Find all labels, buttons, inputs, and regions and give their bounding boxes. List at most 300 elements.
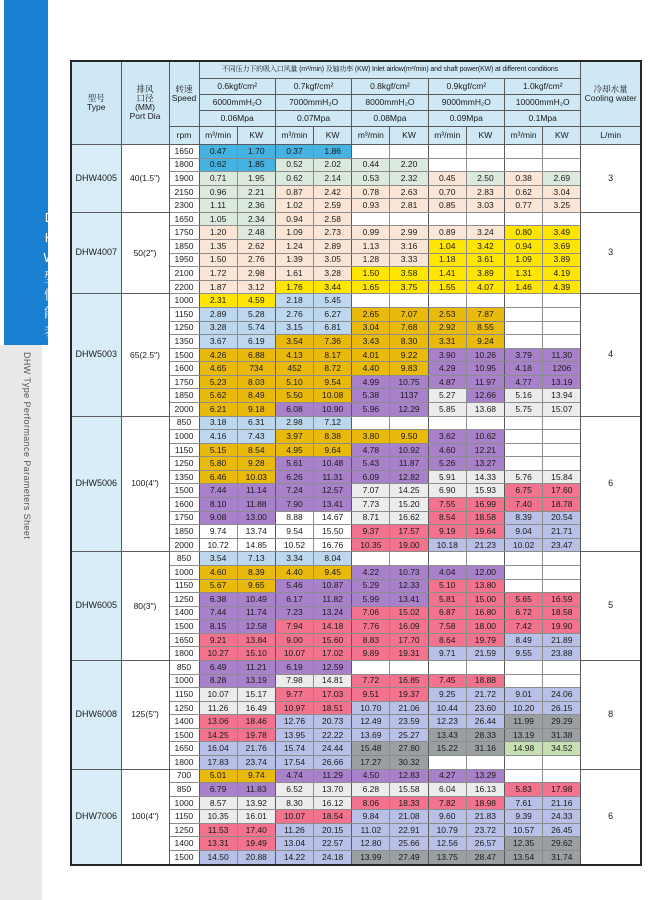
power-value: 14.33 (466, 470, 504, 484)
airflow-value: 4.16 (199, 430, 237, 444)
power-value (543, 769, 581, 783)
airflow-value: 8.06 (352, 796, 390, 810)
power-value: 12.58 (237, 620, 275, 634)
power-value: 13.41 (314, 498, 352, 512)
airflow-value: 1.13 (352, 240, 390, 254)
airflow-value: 7.58 (428, 620, 466, 634)
airflow-value: 5.85 (428, 402, 466, 416)
airflow-value: 1.24 (275, 240, 313, 254)
airflow-value: 1.18 (428, 253, 466, 267)
airflow-value: 0.47 (199, 145, 237, 159)
airflow-value: 13.69 (352, 728, 390, 742)
rpm-value: 2100 (169, 267, 199, 281)
airflow-value (505, 416, 543, 430)
airflow-value: 4.01 (352, 348, 390, 362)
airflow-value: 9.00 (275, 633, 313, 647)
airflow-value: 1.72 (199, 267, 237, 281)
airflow-value: 9.21 (199, 633, 237, 647)
power-value: 9.54 (314, 375, 352, 389)
power-value: 2.58 (314, 212, 352, 226)
airflow-value: 0.45 (428, 172, 466, 186)
airflow-value: 9.37 (352, 525, 390, 539)
power-value: 11.97 (466, 375, 504, 389)
power-value: 26.57 (466, 837, 504, 851)
airflow-value: 1.31 (505, 267, 543, 281)
power-value: 13.94 (543, 389, 581, 403)
airflow-value: 9.04 (505, 525, 543, 539)
airflow-value: 7.07 (352, 484, 390, 498)
airflow-value: 6.19 (275, 660, 313, 674)
airflow-value: 9.39 (505, 810, 543, 824)
airflow-value: 13.19 (505, 728, 543, 742)
airflow-value: 5.26 (428, 457, 466, 471)
power-value: 12.29 (390, 402, 428, 416)
power-value: 20.73 (314, 715, 352, 729)
power-value (466, 552, 504, 566)
airflow-value: 1.61 (275, 267, 313, 281)
rpm-value: 1650 (169, 145, 199, 159)
airflow-value: 13.75 (428, 851, 466, 865)
airflow-value: 9.08 (199, 511, 237, 525)
rpm-value: 1150 (169, 810, 199, 824)
power-value: 2.21 (237, 185, 275, 199)
airflow-value: 4.65 (199, 362, 237, 376)
airflow-value: 1.09 (275, 226, 313, 240)
airflow-value: 7.44 (199, 484, 237, 498)
rpm-value: 2200 (169, 280, 199, 294)
airflow-value: 7.82 (428, 796, 466, 810)
power-value: 21.89 (543, 633, 581, 647)
power-value: 20.15 (314, 823, 352, 837)
rpm-value: 1000 (169, 796, 199, 810)
power-value: 3.24 (466, 226, 504, 240)
power-value: 2.73 (314, 226, 352, 240)
power-value (390, 660, 428, 674)
power-value: 24.33 (543, 810, 581, 824)
airflow-value (352, 145, 390, 159)
power-value: 2.76 (237, 253, 275, 267)
power-value: 13.68 (466, 402, 504, 416)
airflow-value: 7.42 (505, 620, 543, 634)
airflow-value: 2.31 (199, 294, 237, 308)
port-dia: 100(4") (121, 416, 169, 552)
power-value: 15.17 (237, 688, 275, 702)
airflow-value: 6.08 (275, 402, 313, 416)
airflow-value: 0.62 (199, 158, 237, 172)
rpm-value: 2300 (169, 199, 199, 213)
power-value: 10.92 (390, 443, 428, 457)
power-value: 16.01 (237, 810, 275, 824)
power-value: 11.29 (314, 769, 352, 783)
rpm-value: 1000 (169, 674, 199, 688)
airflow-value: 14.98 (505, 742, 543, 756)
power-value: 14.67 (314, 511, 352, 525)
cooling-water-value: 6 (581, 769, 641, 865)
power-value: 12.33 (390, 579, 428, 593)
airflow-value: 16.04 (199, 742, 237, 756)
airflow-value: 5.81 (428, 593, 466, 607)
power-value: 16.62 (390, 511, 428, 525)
airflow-value: 15.74 (275, 742, 313, 756)
airflow-value: 5.01 (199, 769, 237, 783)
airflow-value: 0.85 (428, 199, 466, 213)
airflow-value: 4.74 (275, 769, 313, 783)
power-value: 18.54 (314, 810, 352, 824)
table-row (71, 660, 641, 674)
port-dia: 50(2") (121, 212, 169, 293)
rpm-value: 1850 (169, 240, 199, 254)
power-value: 12.57 (314, 484, 352, 498)
power-value: 17.60 (543, 484, 581, 498)
airflow-value (505, 660, 543, 674)
power-value: 4.07 (466, 280, 504, 294)
power-value: 30.32 (390, 756, 428, 770)
rpm-value: 850 (169, 552, 199, 566)
pressure-mpa-row: 0.06Mpa 0.07Mpa 0.08Mpa 0.09Mpa 0.1Mpa (71, 111, 641, 127)
rpm-value: 1350 (169, 335, 199, 349)
power-value: 15.84 (543, 470, 581, 484)
power-value (390, 294, 428, 308)
power-value: 17.57 (390, 525, 428, 539)
airflow-value: 1.50 (352, 267, 390, 281)
airflow-value: 6.49 (199, 660, 237, 674)
airflow-value: 0.96 (199, 185, 237, 199)
power-value: 3.58 (390, 267, 428, 281)
power-value: 1206 (543, 362, 581, 376)
airflow-value: 2.98 (275, 416, 313, 430)
airflow-value: 7.90 (275, 498, 313, 512)
power-value: 11.87 (390, 457, 428, 471)
power-value: 21.71 (543, 525, 581, 539)
airflow-value: 3.31 (428, 335, 466, 349)
rpm-value: 1600 (169, 498, 199, 512)
power-value: 20.54 (543, 511, 581, 525)
power-value: 8.17 (314, 348, 352, 362)
power-value: 16.13 (466, 783, 504, 797)
power-value: 26.66 (314, 756, 352, 770)
rpm-value: 2000 (169, 402, 199, 416)
airflow-value: 5.38 (352, 389, 390, 403)
rpm-value: 1250 (169, 321, 199, 335)
airflow-value: 5.46 (275, 579, 313, 593)
power-value: 6.19 (237, 335, 275, 349)
power-value (543, 307, 581, 321)
airflow-value: 1.35 (199, 240, 237, 254)
power-value: 3.16 (390, 240, 428, 254)
airflow-value: 8.15 (199, 620, 237, 634)
airflow-value: 6.90 (428, 484, 466, 498)
power-value: 2.98 (237, 267, 275, 281)
power-value: 2.34 (237, 212, 275, 226)
power-value: 16.09 (390, 620, 428, 634)
power-value: 22.57 (314, 837, 352, 851)
power-value: 16.76 (314, 538, 352, 552)
model-name: DHW5006 (71, 416, 121, 552)
power-value: 2.32 (390, 172, 428, 186)
airflow-value: 3.62 (428, 430, 466, 444)
airflow-value: 1.02 (275, 199, 313, 213)
power-value: 15.10 (237, 647, 275, 661)
power-value: 28.33 (466, 728, 504, 742)
port-dia: 65(2.5") (121, 294, 169, 416)
power-value: 15.07 (543, 402, 581, 416)
airflow-value: 10.07 (199, 688, 237, 702)
airflow-value: 4.60 (428, 443, 466, 457)
model-name: DHW4007 (71, 212, 121, 293)
airflow-value: 3.43 (352, 335, 390, 349)
power-value: 12.82 (390, 470, 428, 484)
rpm-value: 1750 (169, 226, 199, 240)
power-value: 16.99 (466, 498, 504, 512)
power-value: 3.03 (466, 199, 504, 213)
power-value: 13.19 (237, 674, 275, 688)
power-value: 19.31 (390, 647, 428, 661)
power-value: 12.66 (466, 389, 504, 403)
airflow-value: 0.52 (275, 158, 313, 172)
power-value: 11.83 (237, 783, 275, 797)
power-value: 8.39 (237, 565, 275, 579)
power-value: 6.27 (314, 307, 352, 321)
table-row (71, 769, 641, 783)
rpm-value: 1400 (169, 837, 199, 851)
power-value: 9.65 (237, 579, 275, 593)
power-value: 9.83 (390, 362, 428, 376)
power-value (543, 443, 581, 457)
airflow-value: 5.50 (275, 389, 313, 403)
airflow-value: 13.06 (199, 715, 237, 729)
airflow-value (352, 660, 390, 674)
airflow-value: 7.23 (275, 606, 313, 620)
rpm-value: 1850 (169, 525, 199, 539)
power-value: 21.59 (466, 647, 504, 661)
power-value: 14.18 (314, 620, 352, 634)
airflow-value: 6.52 (275, 783, 313, 797)
airflow-value: 13.04 (275, 837, 313, 851)
airflow-value: 4.99 (352, 375, 390, 389)
power-value: 18.58 (543, 606, 581, 620)
model-name: DHW4005 (71, 145, 121, 213)
airflow-value (428, 212, 466, 226)
airflow-value: 5.75 (505, 402, 543, 416)
airflow-value: 14.22 (275, 851, 313, 865)
power-value: 13.74 (237, 525, 275, 539)
airflow-value (505, 158, 543, 172)
airflow-value: 1.04 (428, 240, 466, 254)
airflow-value: 4.13 (275, 348, 313, 362)
rpm-value: 1250 (169, 593, 199, 607)
airflow-value (352, 552, 390, 566)
power-value: 8.72 (314, 362, 352, 376)
rpm-value: 1600 (169, 362, 199, 376)
airflow-value: 10.35 (352, 538, 390, 552)
airflow-value: 14.25 (199, 728, 237, 742)
airflow-value: 7.73 (352, 498, 390, 512)
power-value: 2.02 (314, 158, 352, 172)
airflow-value (428, 294, 466, 308)
power-value (390, 552, 428, 566)
col-header-model (71, 61, 121, 145)
rpm-value: 1800 (169, 647, 199, 661)
airflow-value: 0.70 (428, 185, 466, 199)
power-value: 2.59 (314, 199, 352, 213)
airflow-value: 12.49 (352, 715, 390, 729)
airflow-value (428, 145, 466, 159)
power-value (466, 212, 504, 226)
airflow-value: 0.62 (505, 185, 543, 199)
power-value: 2.20 (390, 158, 428, 172)
power-value: 13.92 (237, 796, 275, 810)
power-value: 3.75 (390, 280, 428, 294)
power-value: 27.80 (390, 742, 428, 756)
power-value: 3.33 (390, 253, 428, 267)
power-value (543, 430, 581, 444)
airflow-value: 9.55 (505, 647, 543, 661)
power-value (543, 321, 581, 335)
rpm-value: 1500 (169, 348, 199, 362)
power-value: 3.28 (314, 267, 352, 281)
airflow-value: 13.95 (275, 728, 313, 742)
airflow-value: 0.77 (505, 199, 543, 213)
power-value: 3.69 (543, 240, 581, 254)
power-value: 23.60 (466, 701, 504, 715)
airflow-value: 7.98 (275, 674, 313, 688)
airflow-value: 1.65 (352, 280, 390, 294)
power-value: 20.88 (237, 851, 275, 865)
rpm-value: 1000 (169, 430, 199, 444)
model-name: DHW6008 (71, 660, 121, 769)
airflow-value: 4.60 (199, 565, 237, 579)
rpm-value: 850 (169, 416, 199, 430)
cooling-water-value: 3 (581, 145, 641, 213)
power-value (466, 145, 504, 159)
rpm-value: 1750 (169, 511, 199, 525)
power-value: 4.59 (237, 294, 275, 308)
power-value: 13.29 (466, 769, 504, 783)
power-value: 13.70 (314, 783, 352, 797)
airflow-value: 4.77 (505, 375, 543, 389)
airflow-value: 3.90 (428, 348, 466, 362)
power-value: 23.47 (543, 538, 581, 552)
power-value: 8.54 (237, 443, 275, 457)
power-value: 8.55 (466, 321, 504, 335)
power-value: 4.39 (543, 280, 581, 294)
table-row (71, 145, 641, 159)
model-name: DHW5003 (71, 294, 121, 416)
airflow-value: 0.87 (275, 185, 313, 199)
airflow-value (505, 145, 543, 159)
power-value: 13.27 (466, 457, 504, 471)
airflow-value: 8.30 (275, 796, 313, 810)
airflow-value: 3.34 (275, 552, 313, 566)
airflow-value: 9.77 (275, 688, 313, 702)
airflow-value: 4.40 (275, 565, 313, 579)
power-value: 26.44 (466, 715, 504, 729)
power-value: 2.69 (543, 172, 581, 186)
airflow-value: 6.87 (428, 606, 466, 620)
power-value: 10.75 (390, 375, 428, 389)
airflow-value: 4.95 (275, 443, 313, 457)
airflow-value: 5.10 (428, 579, 466, 593)
airflow-value: 6.17 (275, 593, 313, 607)
airflow-value: 0.53 (352, 172, 390, 186)
airflow-value: 5.61 (275, 457, 313, 471)
airflow-value (505, 579, 543, 593)
power-value: 17.98 (543, 783, 581, 797)
power-value: 18.33 (390, 796, 428, 810)
power-value: 18.58 (466, 511, 504, 525)
power-value: 10.03 (237, 470, 275, 484)
power-value: 19.90 (543, 620, 581, 634)
power-value: 2.62 (237, 240, 275, 254)
airflow-value: 6.04 (428, 783, 466, 797)
airflow-value: 0.89 (428, 226, 466, 240)
airflow-value (505, 565, 543, 579)
power-value: 2.83 (466, 185, 504, 199)
rpm-value: 1500 (169, 484, 199, 498)
airflow-value: 5.10 (275, 375, 313, 389)
airflow-value: 1.28 (352, 253, 390, 267)
power-value (543, 565, 581, 579)
power-value (390, 145, 428, 159)
airflow-value: 3.15 (275, 321, 313, 335)
airflow-value: 2.18 (275, 294, 313, 308)
airflow-value: 11.02 (352, 823, 390, 837)
power-value: 1137 (390, 389, 428, 403)
airflow-value: 0.44 (352, 158, 390, 172)
power-value: 12.83 (390, 769, 428, 783)
airflow-value: 9.01 (505, 688, 543, 702)
power-value: 11.74 (237, 606, 275, 620)
airflow-value: 11.26 (199, 701, 237, 715)
power-value (543, 416, 581, 430)
airflow-value: 17.83 (199, 756, 237, 770)
airflow-value: 10.72 (199, 538, 237, 552)
airflow-value: 12.23 (428, 715, 466, 729)
port-dia: 100(4") (121, 769, 169, 865)
power-value: 8.04 (314, 552, 352, 566)
power-value: 1.95 (237, 172, 275, 186)
airflow-value: 5.96 (352, 402, 390, 416)
airflow-value: 10.02 (505, 538, 543, 552)
airflow-value: 0.78 (352, 185, 390, 199)
airflow-value: 6.26 (275, 470, 313, 484)
power-value: 17.03 (314, 688, 352, 702)
airflow-value: 5.15 (199, 443, 237, 457)
port-dia: 40(1.5") (121, 145, 169, 213)
rpm-unit: rpm (169, 127, 199, 145)
airflow-value: 9.84 (352, 810, 390, 824)
power-value (543, 457, 581, 471)
power-value (466, 756, 504, 770)
power-value: 25.27 (390, 728, 428, 742)
power-value: 2.63 (390, 185, 428, 199)
airflow-value: 4.18 (505, 362, 543, 376)
power-value: 29.29 (543, 715, 581, 729)
airflow-value: 8.71 (352, 511, 390, 525)
power-value: 16.59 (543, 593, 581, 607)
power-value: 2.48 (237, 226, 275, 240)
rpm-value: 1900 (169, 172, 199, 186)
airflow-value: 2.92 (428, 321, 466, 335)
power-value: 10.90 (314, 402, 352, 416)
rpm-value: 2150 (169, 185, 199, 199)
airflow-value: 4.78 (352, 443, 390, 457)
power-value (543, 579, 581, 593)
airflow-value: 0.99 (352, 226, 390, 240)
power-value: 31.16 (466, 742, 504, 756)
airflow-value: 0.38 (505, 172, 543, 186)
power-value: 21.23 (466, 538, 504, 552)
